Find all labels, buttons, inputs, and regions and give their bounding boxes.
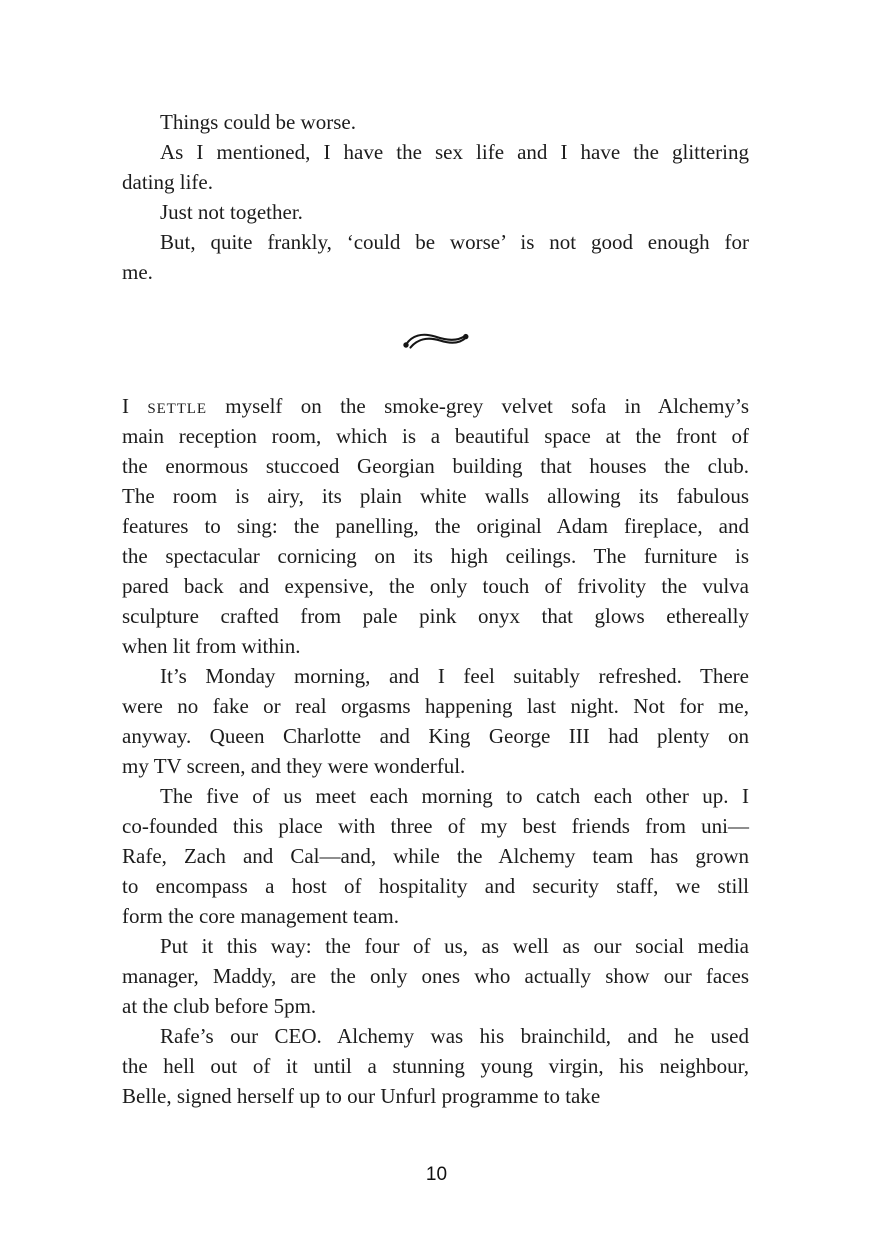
text-run: I [122,394,148,418]
section-pre-break [122,107,749,287]
paragraph [122,661,749,781]
paragraph [122,781,749,931]
text-line: the hell out of it until a stunning young virgin, his neighbour, [122,1054,749,1078]
text-line: at the club before 5pm. [122,994,317,1018]
text-line: It’s Monday morning, and I feel suitably refreshed. There [160,664,749,688]
text-line: were no fake or real orgasms happening last night. Not for me, [122,694,749,718]
text-line: Rafe’s our CEO. Alchemy was his brainchild, and he used [160,1024,749,1048]
smallcaps-text: settle [147,394,207,418]
text-line: anyway. Queen Charlotte and King George III had plenty on [122,724,749,748]
paragraph [122,391,749,661]
text-line: features to sing: the panelling, the original Adam fireplace, and [122,514,749,538]
text-line: co-founded this place with three of my best friends from uni— [122,814,749,838]
paragraph [122,137,749,197]
text-line: pared back and expensive, the only touch of frivolity the vulva [122,574,749,598]
paragraph [122,107,749,137]
text-line: the enormous stuccoed Georgian building that houses the club. [122,454,749,478]
text-line: But, quite frankly, ‘could be worse’ is not good enough for [160,230,749,254]
section-post-break [122,391,749,1111]
swash-tilde-icon [401,324,471,354]
text-line: The room is airy, its plain white walls allowing its fabulous [122,484,749,508]
text-line: form the core management team. [122,904,399,928]
text-block [122,107,749,1111]
text-line: dating life. [122,170,213,194]
text-line: As I mentioned, I have the sex life and I have the glittering [160,140,749,164]
text-line: me. [122,260,153,284]
page-number: 10 [425,1164,448,1185]
paragraph [122,1021,749,1111]
text-line: The five of us meet each morning to catch each other up. I [160,784,749,808]
text-line: sculpture crafted from pale pink onyx that glows ethereally [122,604,749,628]
text-line: Put it this way: the four of us, as well as our social media [160,934,749,958]
text-line: Rafe, Zach and Cal—and, while the Alchemy team has grown [122,844,749,868]
text-line: main reception room, which is a beautiful space at the front of [122,424,749,448]
text-run: myself on the smoke-grey velvet sofa in Alchemy’s [206,394,750,418]
scene-break [122,287,749,391]
text-line: the spectacular cornicing on its high ceilings. The furniture is [122,544,749,568]
text-line: Belle, signed herself up to our Unfurl programme to take [122,1084,601,1108]
paragraph [122,931,749,1021]
paragraph [122,227,749,287]
paragraph [122,197,749,227]
text-line: manager, Maddy, are the only ones who actually show our faces [122,964,749,988]
text-line [122,391,749,421]
text-line: Just not together. [160,200,303,224]
text-line: my TV screen, and they were wonderful. [122,754,466,778]
text-line: to encompass a host of hospitality and security staff, we still [122,874,749,898]
text-line: when lit from within. [122,634,301,658]
text-line: Things could be worse. [160,110,356,134]
